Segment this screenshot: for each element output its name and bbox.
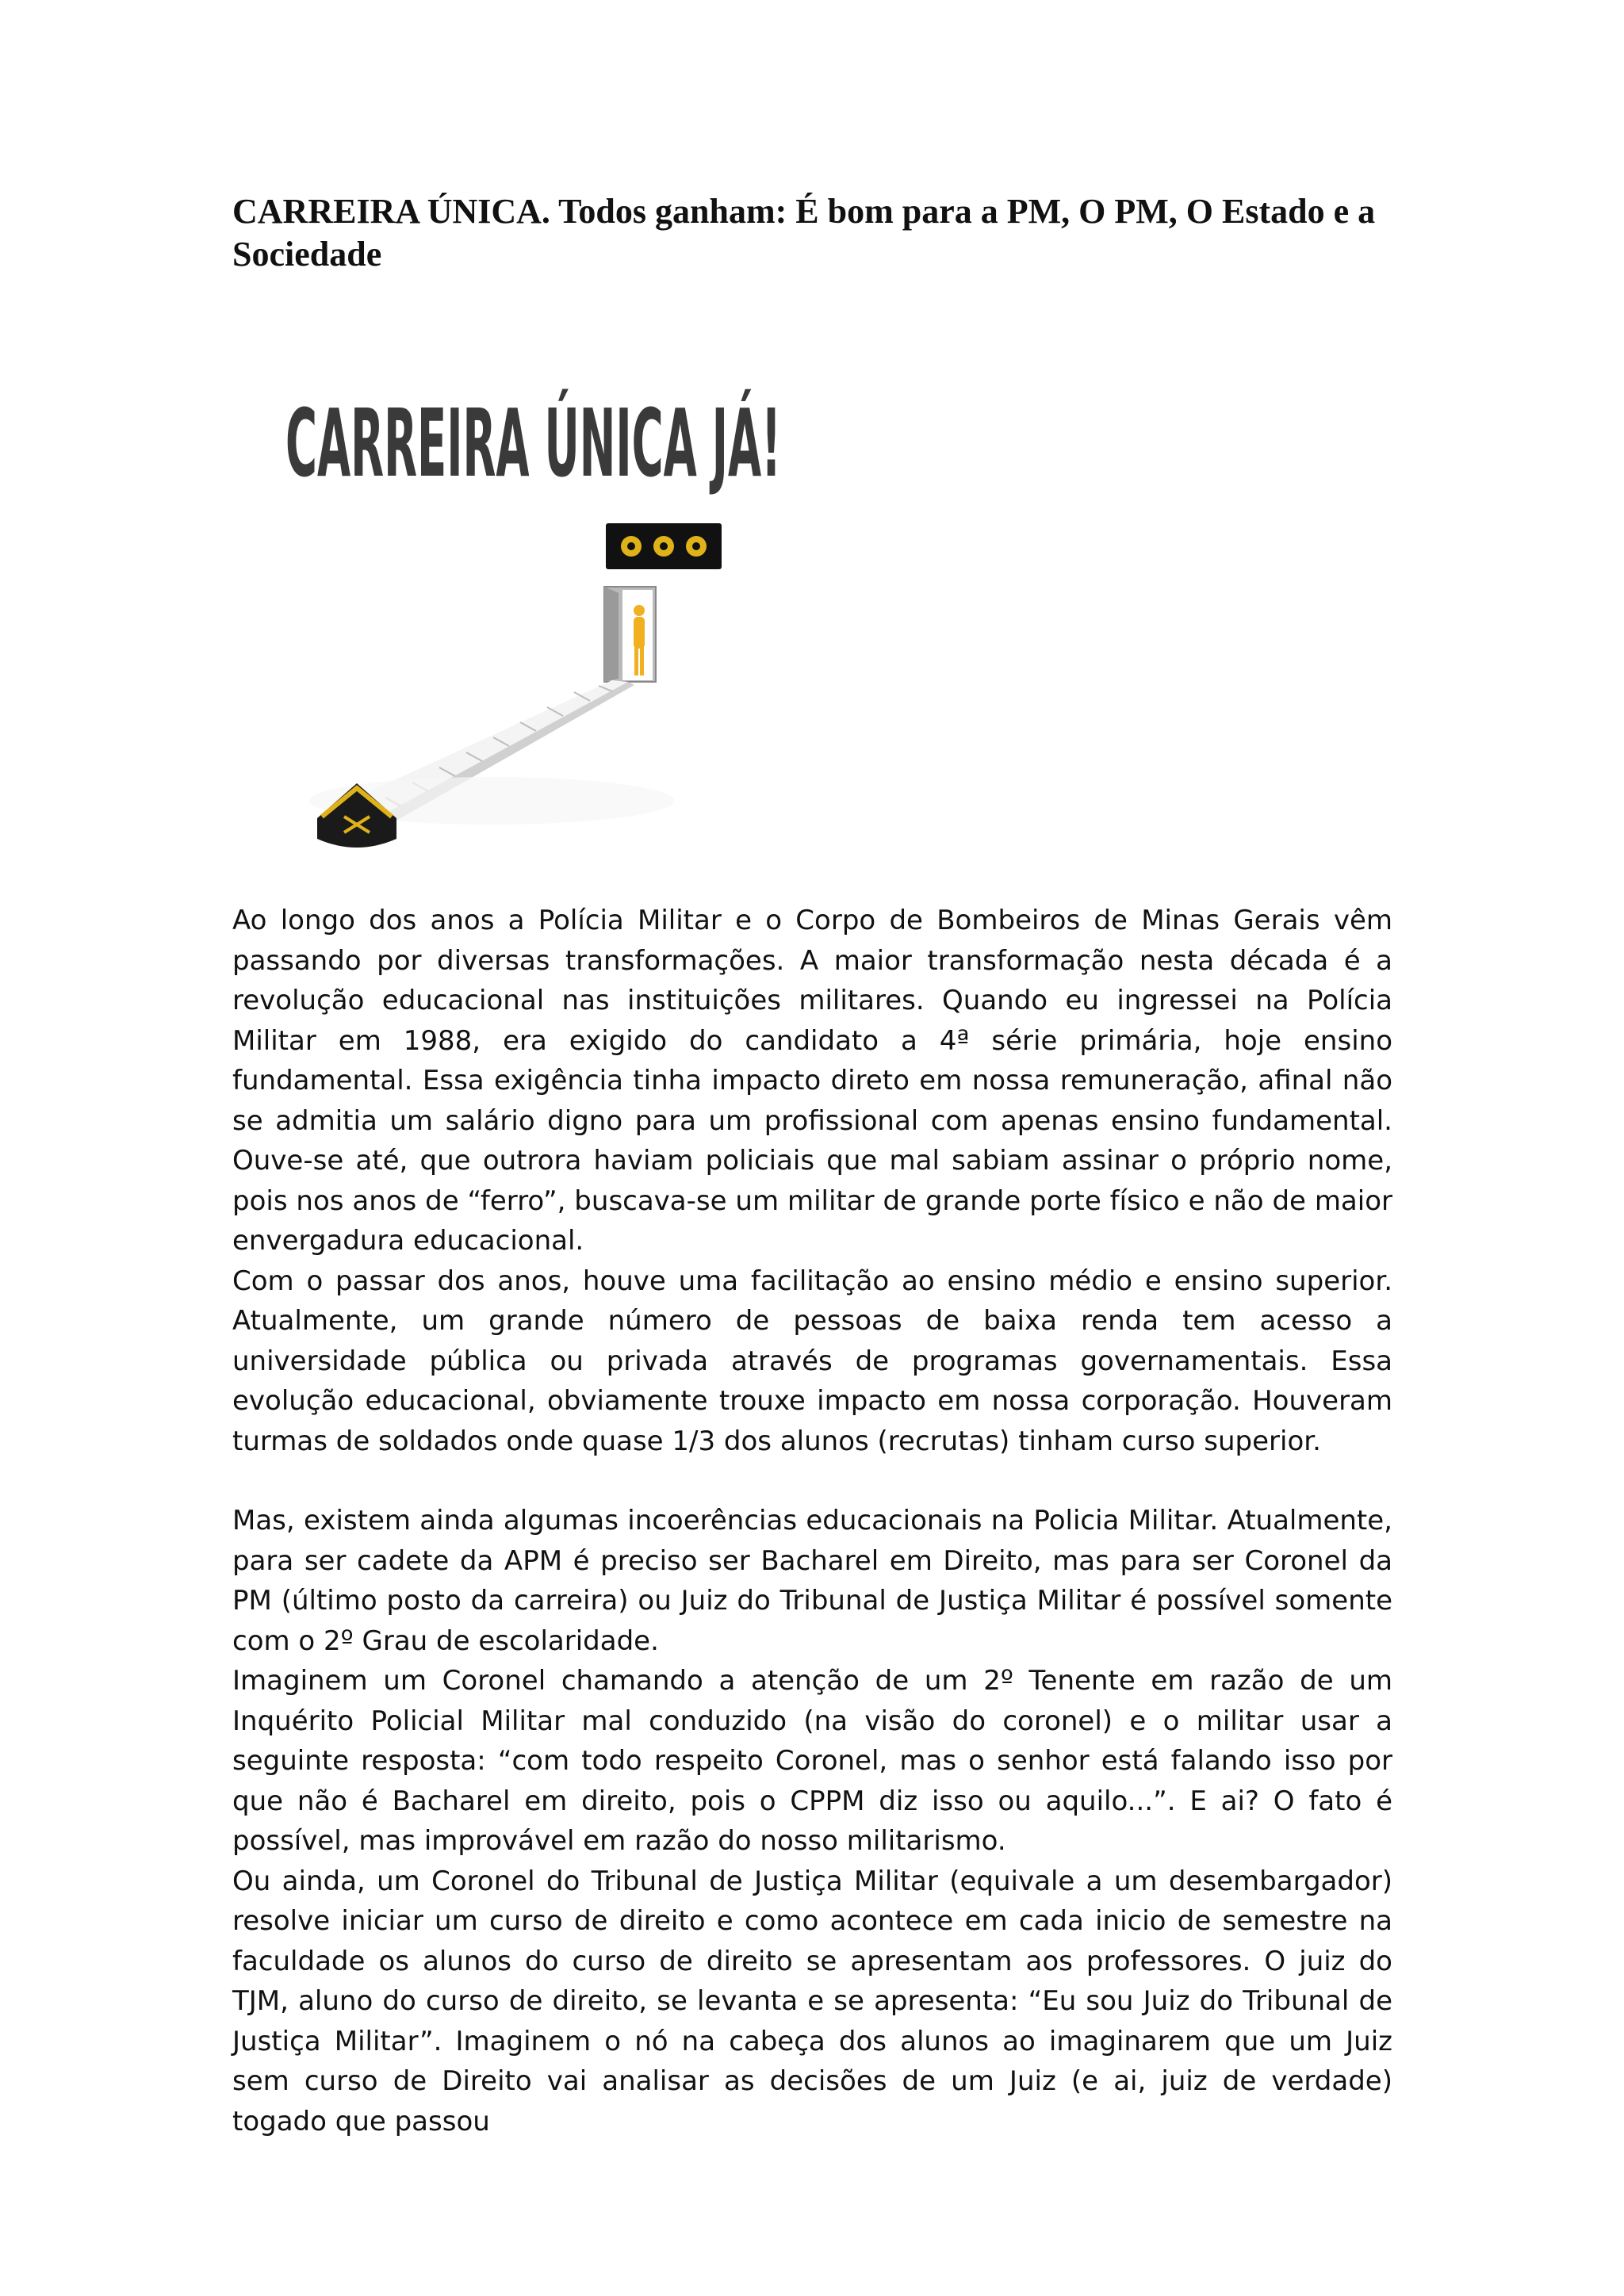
- career-illustration: [285, 349, 809, 864]
- paragraph: Com o passar dos anos, houve uma facilitação ao ensino médio e ensino superior. Atualmente, um grande número de pessoas de baixa renda tem acesso a universidade pública ou privada através de programas governamentais. Essa evolução educacional, obviamente trouxe impacto em nossa corporação. Houveram turmas de soldados onde quase 1/3 dos alunos (recrutas) tinham curso superior.: [232, 1265, 1392, 1457]
- paragraph: Mas, existem ainda algumas incoerências educacionais na Policia Militar. Atualmente, para ser cadete da APM é preciso ser Bacharel em Direito, mas para ser Coronel da PM (último posto da carreira) ou Juiz do Tribunal de Justiça Militar é possível somente com o 2º Grau de escolaridade.: [232, 1505, 1392, 1657]
- paragraph: Imaginem um Coronel chamando a atenção de um 2º Tenente em razão de um Inquérito Policial Militar mal conduzido (na visão do coronel) e o militar usar a seguinte resposta: “com todo respeito Coronel, mas o senhor está falando isso por que não é Bacharel em direito, pois o CPPM diz isso ou aquilo...”. E ai? O fato é possível, mas improvável em razão do nosso militarismo.: [232, 1665, 1392, 1857]
- document-title: CARREIRA ÚNICA. Todos ganham: É bom para a PM, O PM, O Estado e a Sociedade: [232, 192, 1376, 274]
- career-illustration-svg: [285, 349, 809, 864]
- colonel-insignia-icon: [606, 523, 722, 569]
- paragraph: Ao longo dos anos a Polícia Militar e o Corpo de Bombeiros de Minas Gerais vêm passando por diversas transformações. A maior transformação nesta década é a revolução educacional nas instituições militares. Quando eu ingressei na Polícia Militar em 1988, era exigido do candidato a 4ª série primária, hoje ensino fundamental. Essa exigência tinha impacto direto em nossa remuneração, afinal não se admitia um salário digno para um profissional com apenas ensino fundamental. Ouve-se até, que outrora haviam policiais que mal sabiam assinar o próprio nome, pois nos anos de “ferro”, buscava-se um militar de grande porte físico e não de maior envergadura educacional.: [232, 905, 1392, 1257]
- article-body: [232, 901, 1392, 2141]
- banner-text: CARREIRA ÚNICA JÁ!: [285, 388, 781, 498]
- paragraph: Ou ainda, um Coronel do Tribunal de Justiça Militar (equivale a um desembargador) resolve iniciar um curso de direito e como acontece em cada inicio de semestre na faculdade os alunos do curso de direito se apresentam aos professores. O juiz do TJM, aluno do curso de direito, se levanta e se apresenta: “Eu sou Juiz do Tribunal de Justiça Militar”. Imaginem o nó na cabeça dos alunos ao imaginarem que um Juiz sem curso de Direito vai analisar as decisões de um Juiz (e ai, juiz de verdade) togado que passou: [232, 1865, 1392, 2137]
- door-icon: [604, 587, 656, 682]
